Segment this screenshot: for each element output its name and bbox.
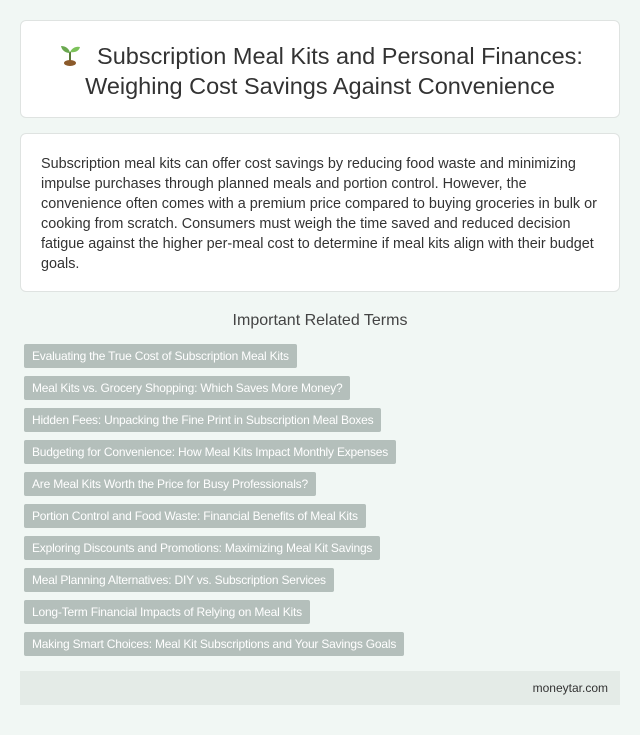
sprout-icon: [57, 41, 83, 67]
summary-text: Subscription meal kits can offer cost savings by reducing food waste and minimizing impulse purchases through planned meals and portion control. However, the convenience often comes with a premium price compared to buying groceries in bulk or cooking from scratch. Consumers must weigh the time saved and reduced decision fatigue against the higher per-meal cost to determine if meal kits align with their budget goals.: [41, 156, 597, 272]
title-line-1: Subscription Meal Kits and Personal Finances:: [97, 43, 583, 69]
footer: [20, 671, 620, 705]
related-terms-heading: Important Related Terms: [232, 312, 408, 329]
related-term-link[interactable]: Making Smart Choices: Meal Kit Subscriptions and Your Savings Goals: [24, 632, 404, 656]
related-terms-list: [24, 344, 404, 664]
related-term-link[interactable]: Long-Term Financial Impacts of Relying on Meal Kits: [24, 600, 310, 624]
footer-site-name: moneytar.com: [532, 681, 608, 695]
page-title: [21, 21, 619, 101]
title-line-2: Weighing Cost Savings Against Convenience: [85, 73, 555, 99]
related-term-link[interactable]: Budgeting for Convenience: How Meal Kits Impact Monthly Expenses: [24, 440, 396, 464]
related-term-link[interactable]: Are Meal Kits Worth the Price for Busy Professionals?: [24, 472, 316, 496]
related-term-link[interactable]: Hidden Fees: Unpacking the Fine Print in Subscription Meal Boxes: [24, 408, 381, 432]
summary-card: [20, 133, 620, 292]
related-term-link[interactable]: Evaluating the True Cost of Subscription Meal Kits: [24, 344, 297, 368]
title-card: [20, 20, 620, 118]
related-term-link[interactable]: Portion Control and Food Waste: Financial Benefits of Meal Kits: [24, 504, 366, 528]
related-term-link[interactable]: Exploring Discounts and Promotions: Maximizing Meal Kit Savings: [24, 536, 380, 560]
related-term-link[interactable]: Meal Planning Alternatives: DIY vs. Subscription Services: [24, 568, 334, 592]
related-term-link[interactable]: Meal Kits vs. Grocery Shopping: Which Saves More Money?: [24, 376, 350, 400]
